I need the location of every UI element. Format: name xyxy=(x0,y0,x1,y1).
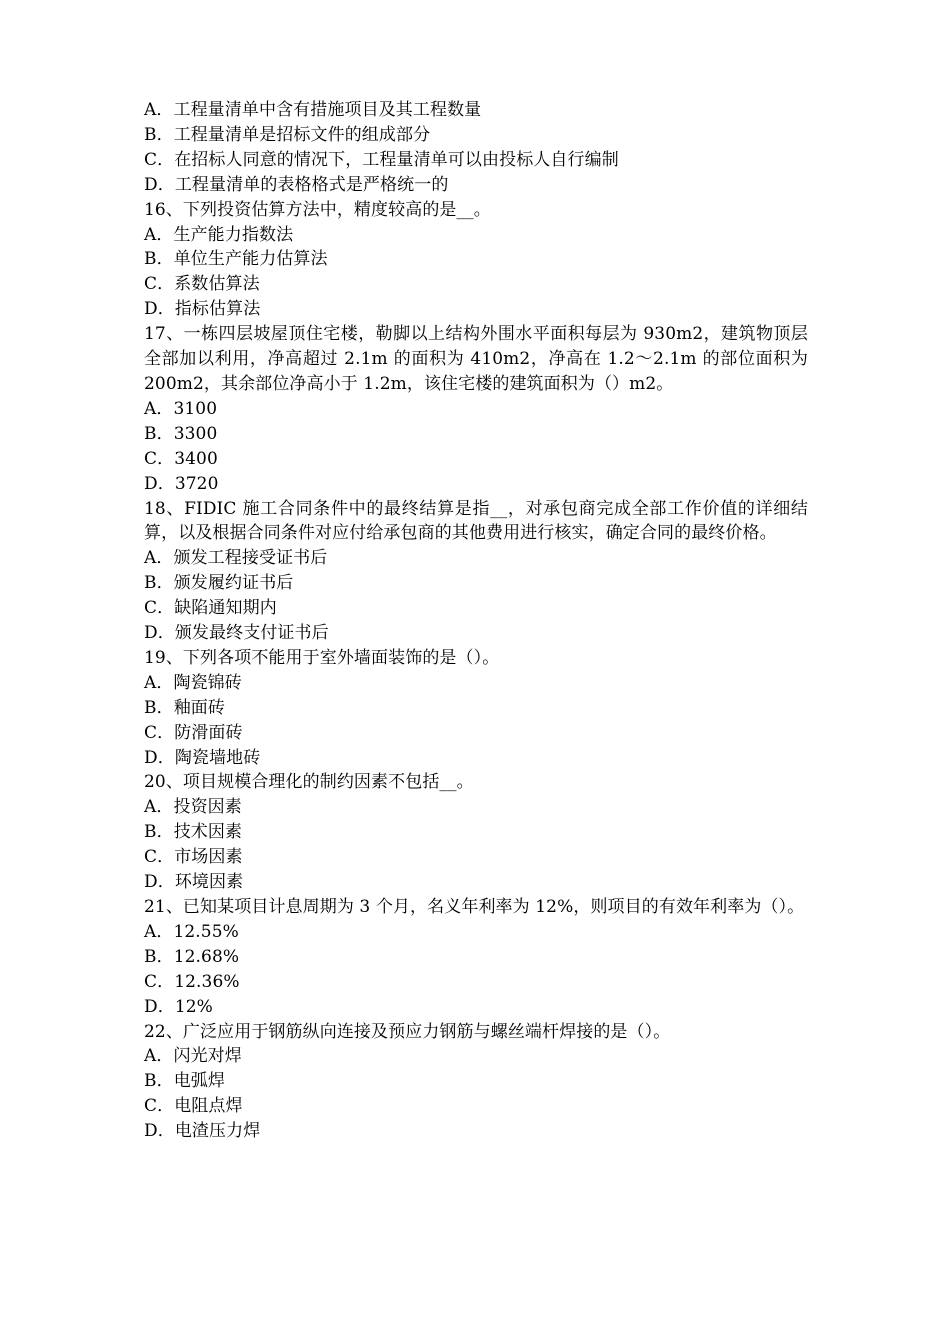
option-line: C．电阻点焊 xyxy=(144,1096,243,1117)
option-line: C．市场因素 xyxy=(144,847,243,868)
option-line: A．3100 xyxy=(144,398,218,419)
option-line: C．防滑面砖 xyxy=(144,722,243,743)
question-18: 18、FIDIC 施工合同条件中的最终结算是指__，对承包商完成全部工作价值的详细结算，以及根据合同条件对应付给承包商的其他费用进行核实，确定合同的最终价格。 xyxy=(144,498,808,544)
option-line: B．工程量清单是招标文件的组成部分 xyxy=(144,124,431,145)
option-line: B．颁发履约证书后 xyxy=(144,573,294,594)
option-line: A．工程量清单中含有措施项目及其工程数量 xyxy=(144,100,482,120)
document-page xyxy=(144,98,808,1144)
option-line: D．指标估算法 xyxy=(144,299,261,320)
option-line: A．投资因素 xyxy=(144,797,242,818)
option-line: A．生产能力指数法 xyxy=(144,224,294,245)
option-line: D．12% xyxy=(144,996,213,1017)
option-line: D．电渣压力焊 xyxy=(144,1121,261,1142)
option-line: A．闪光对焊 xyxy=(144,1046,242,1067)
option-line: B．3300 xyxy=(144,423,218,444)
option-line: C．在招标人同意的情况下，工程量清单可以由投标人自行编制 xyxy=(144,149,619,170)
option-line: A．颁发工程接受证书后 xyxy=(144,548,328,569)
question-21: 21、已知某项目计息周期为 3 个月，名义年利率为 12%，则项目的有效年利率为（）。 xyxy=(144,897,805,917)
option-line: C．12.36% xyxy=(144,971,240,992)
option-line: A．陶瓷锦砖 xyxy=(144,672,242,693)
option-line: D．工程量清单的表格格式是严格统一的 xyxy=(144,174,449,195)
question-20: 20、项目规模合理化的制约因素不包括__。 xyxy=(144,772,474,793)
question-22: 22、广泛应用于钢筋纵向连接及预应力钢筋与螺丝端杆焊接的是（）。 xyxy=(144,1021,671,1042)
option-line: D．陶瓷墙地砖 xyxy=(144,747,261,768)
question-19: 19、下列各项不能用于室外墙面装饰的是（）。 xyxy=(144,647,500,668)
question-16: 16、下列投资估算方法中，精度较高的是__。 xyxy=(144,199,491,220)
question-17: 17、一栋四层坡屋顶住宅楼，勒脚以上结构外围水平面积每层为 930m2，建筑物顶层全部加以利用，净高超过 2.1m 的面积为 410m2，净高在 1.2～2.1m 的部位面积为 200m2，其余部位净高小于 1.2m，该住宅楼的建筑面积为（）m2。 xyxy=(144,324,808,394)
option-line: D．环境因素 xyxy=(144,872,244,893)
option-line: C．系数估算法 xyxy=(144,274,260,295)
option-line: C．缺陷通知期内 xyxy=(144,598,277,619)
option-line: C．3400 xyxy=(144,448,218,469)
option-line: D．颁发最终支付证书后 xyxy=(144,623,329,644)
option-line: A．12.55% xyxy=(144,921,239,942)
option-line: B．釉面砖 xyxy=(144,697,225,718)
option-line: B．技术因素 xyxy=(144,822,243,843)
option-line: B．电弧焊 xyxy=(144,1071,225,1092)
option-line: B．12.68% xyxy=(144,946,240,967)
option-line: B．单位生产能力估算法 xyxy=(144,249,328,270)
option-line: D．3720 xyxy=(144,473,219,494)
